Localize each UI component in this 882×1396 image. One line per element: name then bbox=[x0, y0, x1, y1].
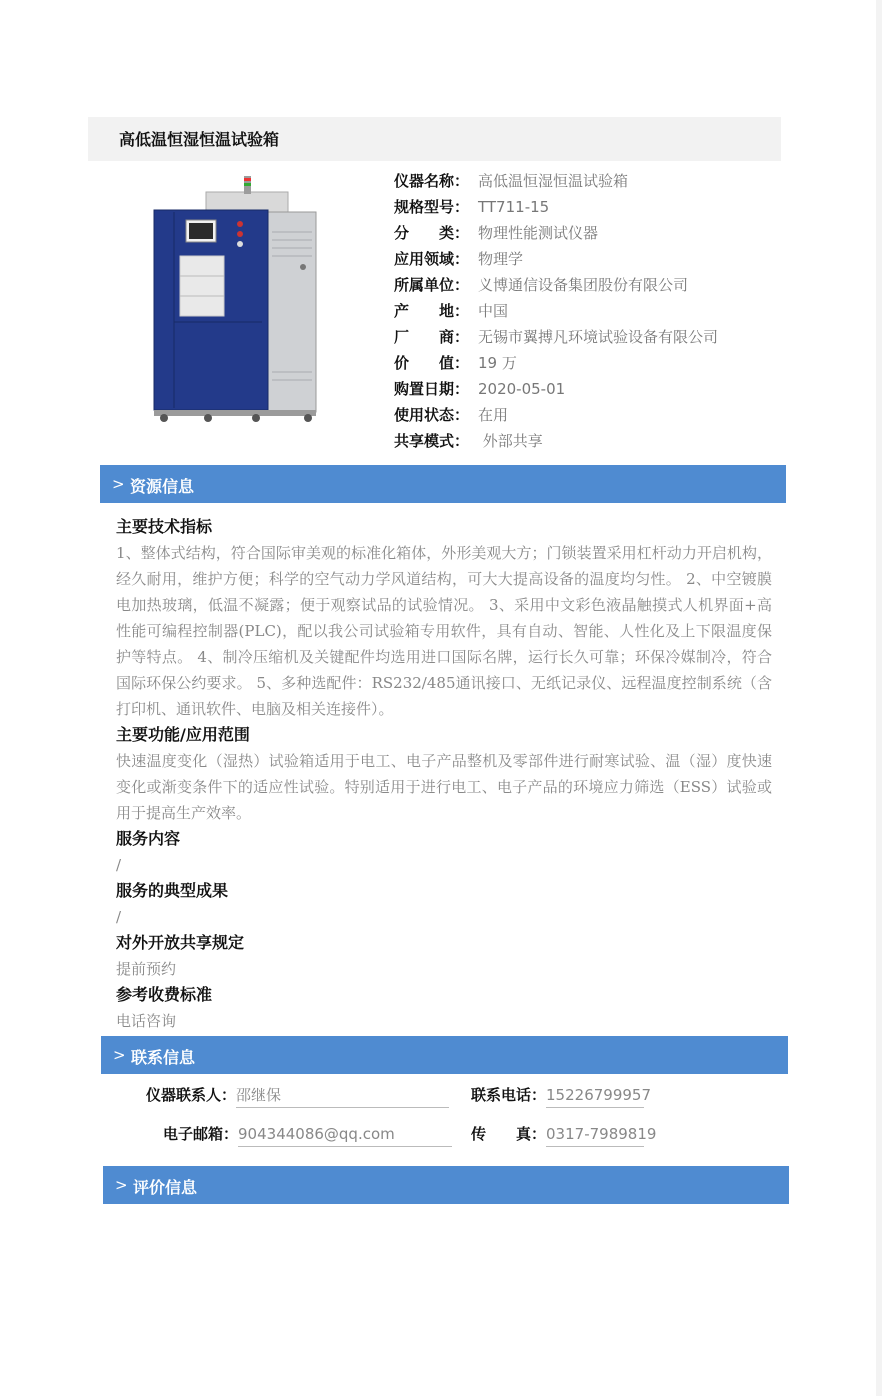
info-value: 无锡市翼搏凡环境试验设备有限公司 bbox=[478, 328, 719, 346]
info-value: 2020-05-01 bbox=[478, 380, 566, 398]
info-value: 外部共享 bbox=[478, 432, 543, 450]
section-title: 评价信息 bbox=[133, 1178, 198, 1197]
service-heading: 服务内容 bbox=[116, 829, 181, 848]
info-value: 在用 bbox=[478, 406, 509, 424]
info-row-maker bbox=[394, 324, 718, 350]
section-title: 联系信息 bbox=[131, 1048, 196, 1067]
instrument-photo bbox=[148, 172, 328, 424]
function-text: 快速温度变化（湿热）试验箱适用于电工、电子产品整机及零部件进行耐寒试验、温（湿）度快速变化或渐变条件下的适应性试验。特别适用于进行电工、电子产品的环境应力筛选（ESS）试验或用于提高生产效率。 bbox=[116, 752, 772, 822]
chevron-right-icon: > bbox=[115, 1176, 128, 1194]
info-value: 义博通信设备集团股份有限公司 bbox=[478, 276, 689, 294]
title-bar bbox=[88, 117, 781, 161]
info-row-name bbox=[394, 168, 718, 194]
info-label: 分 类： bbox=[394, 224, 470, 242]
info-row-owner bbox=[394, 272, 718, 298]
resource-content bbox=[116, 514, 772, 1034]
info-row-origin bbox=[394, 298, 718, 324]
contact-person bbox=[146, 1083, 449, 1107]
tech-spec-text: 1、整体式结构，符合国际审美观的标准化箱体，外形美观大方；门锁装置采用杠杆动力开启机构，经久耐用，维护方便；科学的空气动力学风道结构，可大大提高设备的温度均匀性。 2、中空镀膜电加热玻璃，低温不凝露；便于观察试品的试验情况。 3、采用中文彩色液晶触摸式人机界面+高性能可编程控制器(PLC)，配以我公司试验箱专用软件，具有自动、智能、人性化及上下限温度保护等特点。 4、制冷压缩机及关键配件均选用进口国际名牌，运行长久可靠；环保冷媒制冷，符合国际环保公约要求。 5、多种选配件：RS232/485通讯接口、无纸记录仪、远程温度控制系统（含打印机、通讯软件、电脑及相关连接件）。 bbox=[116, 544, 772, 718]
info-label: 仪器名称： bbox=[394, 172, 470, 190]
info-row-price bbox=[394, 350, 718, 376]
info-label: 厂 商： bbox=[394, 328, 470, 346]
info-label: 应用领域： bbox=[394, 250, 470, 268]
section-contact-header[interactable] bbox=[101, 1036, 788, 1074]
info-row-field bbox=[394, 246, 718, 272]
info-label: 使用状态： bbox=[394, 406, 470, 424]
chevron-right-icon: > bbox=[112, 475, 125, 493]
contact-fax-label: 传 真： bbox=[471, 1125, 547, 1143]
info-value: 物理学 bbox=[478, 250, 524, 268]
result-text: / bbox=[116, 908, 122, 926]
contact-person-value: 邵继保 bbox=[236, 1083, 449, 1108]
info-value: 19 万 bbox=[478, 354, 517, 372]
contact-fax bbox=[471, 1122, 657, 1146]
info-value: 中国 bbox=[478, 302, 509, 320]
info-row-category bbox=[394, 220, 718, 246]
info-label: 规格型号： bbox=[394, 198, 470, 216]
info-label: 价 值： bbox=[394, 354, 470, 372]
fee-text: 电话咨询 bbox=[116, 1012, 177, 1030]
instrument-info bbox=[394, 168, 718, 454]
contact-person-label: 仪器联系人： bbox=[146, 1086, 237, 1104]
service-text: / bbox=[116, 856, 122, 874]
info-label: 产 地： bbox=[394, 302, 470, 320]
info-value: 物理性能测试仪器 bbox=[478, 224, 599, 242]
contact-phone-label: 联系电话： bbox=[471, 1086, 547, 1104]
info-label: 共享模式： bbox=[394, 432, 470, 450]
info-label: 所属单位： bbox=[394, 276, 470, 294]
contact-email bbox=[163, 1122, 452, 1146]
section-title: 资源信息 bbox=[130, 477, 195, 496]
chevron-right-icon: > bbox=[113, 1046, 126, 1064]
function-heading: 主要功能/应用范围 bbox=[116, 725, 250, 744]
info-row-share bbox=[394, 428, 718, 454]
contact-email-label: 电子邮箱： bbox=[163, 1125, 239, 1143]
contact-email-value: 904344086@qq.com bbox=[238, 1122, 452, 1147]
info-value: 高低温恒湿恒温试验箱 bbox=[478, 172, 629, 190]
tech-spec-heading: 主要技术指标 bbox=[116, 517, 213, 536]
section-resource-header[interactable] bbox=[100, 465, 786, 503]
share-rule-heading: 对外开放共享规定 bbox=[116, 933, 245, 952]
result-heading: 服务的典型成果 bbox=[116, 881, 229, 900]
fee-heading: 参考收费标准 bbox=[116, 985, 213, 1004]
page-edge bbox=[876, 0, 882, 1396]
contact-fax-value: 0317-7989819 bbox=[546, 1122, 644, 1147]
contact-phone-value: 15226799957 bbox=[546, 1083, 644, 1108]
share-rule-text: 提前预约 bbox=[116, 960, 177, 978]
info-row-status bbox=[394, 402, 718, 428]
page-title: 高低温恒湿恒温试验箱 bbox=[119, 130, 280, 149]
contact-phone bbox=[471, 1083, 651, 1107]
section-review-header[interactable] bbox=[103, 1166, 789, 1204]
info-row-date bbox=[394, 376, 718, 402]
info-row-model bbox=[394, 194, 718, 220]
info-label: 购置日期： bbox=[394, 380, 470, 398]
info-value: TT711-15 bbox=[478, 198, 550, 216]
